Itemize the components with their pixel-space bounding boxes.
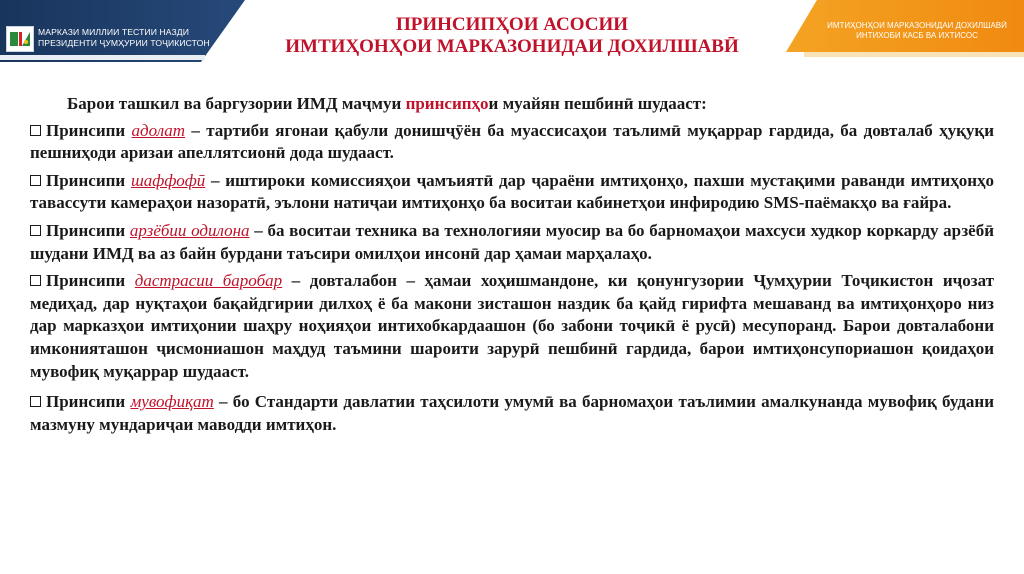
principle-lead: Принсипи [46,392,131,412]
header-accent-text [822,21,1012,41]
principle-term: шаффофӣ [130,170,206,190]
intro-text-after: и муайян пешбинӣ шудааст: [488,94,707,113]
principle-term: арзёбии одилона [129,220,250,240]
checkbox-bullet-icon [30,275,41,286]
intro-paragraph [30,93,994,116]
header-org-stripe [0,55,205,60]
intro-highlight: принсипҳо [405,94,489,113]
principle-item [30,220,994,265]
principle-item [30,391,994,436]
intro-text-before: Барои ташкил ва баргузории ИМД маҷмуи [67,94,406,113]
org-name-line1: МАРКАЗИ МИЛЛИИ ТЕСТИИ НАЗДИ [38,27,189,37]
principle-text: – бо Стандарти давлатии таҳсилоти умумӣ ва барномаҳои таълимии амалкунанда мувофиқ будани мазмуну мундариҷаи маводди имтиҳон. [30,392,995,434]
principle-text: – иштироки комиссияҳои ҷамъиятӣ дар ҷараёни имтиҳонҳо, пахши мустақими раванди имтиҳонҳо тавассути камераҳои назоратӣ, эълони натиҷаи имтиҳонҳо ба воситаи кабинетҳои инфиродию SMS-паёмакҳо ва ғайра. [30,170,994,213]
principle-term: мувофиқат [130,392,214,412]
checkbox-bullet-icon [30,225,41,236]
principle-lead: Принсипи [46,220,130,240]
checkbox-bullet-icon [30,175,41,186]
principles-content [30,93,994,441]
checkbox-bullet-icon [30,396,41,407]
page-title-line1: ПРИНСИПҲОИ АСОСИИ [395,14,629,35]
org-name-line2: ПРЕЗИДЕНТИ ҶУМҲУРИИ ТОҶИКИСТОН [38,38,210,48]
principle-lead: Принсипи [46,170,131,190]
principle-lead: Принсипи [46,271,135,291]
page-title [250,14,774,58]
checkbox-bullet-icon [30,125,41,136]
header-accent-line2: ИНТИХОБИ КАСБ ВА ИХТИСОС [856,31,978,40]
principle-text: – ба воситаи техника ва технологияи муосир ва бо барномаҳои махсуси худкор коркарду арзёбӣ шудани ИМД ва аз байн бурдани таъсири омилҳои инсонӣ дар ҳамаи марҳалаҳо. [30,220,994,263]
header-accent-stripe [804,52,1024,57]
header-accent-line1: ИМТИҲОНҲОИ МАРКАЗОНИДАИ ДОХИЛШАВӢ [827,21,1007,30]
principle-term: адолат [131,120,186,140]
principle-text: – тартиби ягонаи қабули донишҷӯён ба муассисаҳои таълимӣ муқаррар гардида, ба довталаб ҳуқуқи пешниҳоди аризаи апеллятсионӣ дода шудааст. [30,120,994,163]
principle-term: дастрасии баробар [134,271,283,291]
org-name [38,27,213,49]
principle-item [30,170,994,215]
principle-item [30,120,994,165]
emblem-logo-icon [6,26,34,52]
principle-lead: Принсипи [46,120,132,140]
page-title-line2: ИМТИҲОНҲОИ МАРКАЗОНИДАИ ДОХИЛШАВӢ [285,36,739,57]
principle-text: – довталабон – ҳамаи хоҳишмандоне, ки қонунгузории Ҷумҳурии Тоҷикистон иҷозат медиҳад, дар нуқтаҳои бақайдгирии дилхоҳ ё ба макони зисташон наздик ба қайд гирифта мешаванд ва имтиҳонҳоро низ дар марказҳои имтиҳонии шаҳру ноҳияҳои интихобкардаашон (бо забони тоҷикӣ ё русӣ) месупоранд. Барои довталабони имконияташон ҷисмониашон маҳдуд таъмини шароити зарурӣ пешбинӣ гардида, барои имтиҳонсупориашон қоидаҳои мувофиқ муқаррар шудааст. [30,271,994,381]
principle-item [30,270,994,383]
